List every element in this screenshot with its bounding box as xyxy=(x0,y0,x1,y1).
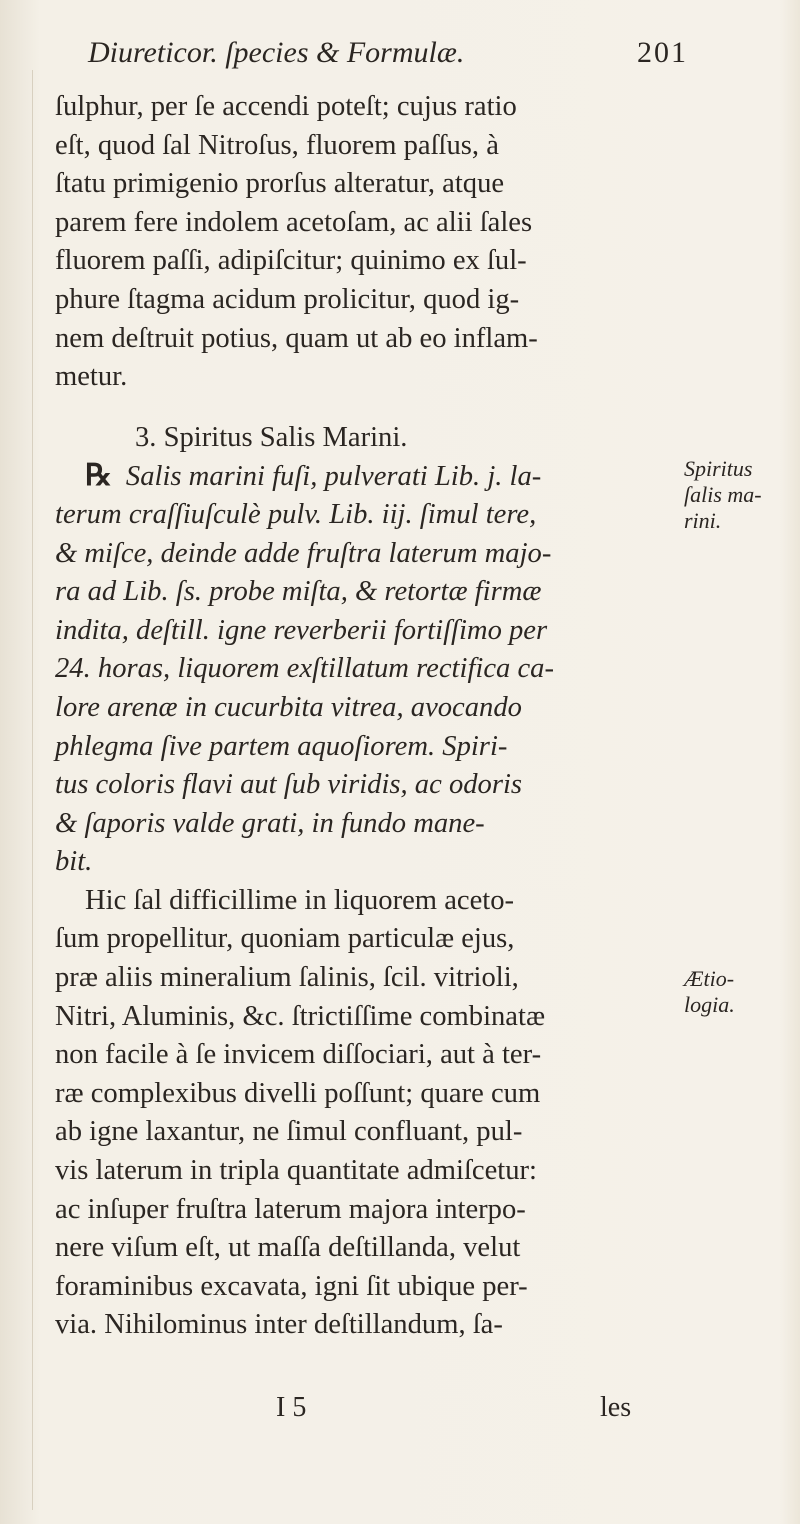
signature-mark: I 5 xyxy=(276,1392,307,1423)
page-footer xyxy=(0,1392,800,1432)
text-line: nere viſum eſt, ut maſſa deſtillanda, velut xyxy=(55,1232,521,1264)
recipe-line: indita, deſtill. igne reverberii fortiſſimo per xyxy=(55,614,548,646)
text-line: ræ complexibus divelli poſſunt; quare cum xyxy=(55,1077,541,1109)
text-line: ac inſuper fruſtra laterum majora interpo- xyxy=(55,1193,526,1225)
text-line: ſtatu primigenio prorſus alteratur, atque xyxy=(55,168,505,200)
recipe-line: terum craſſiuſculè pulv. Lib. iij. ſimul tere, xyxy=(55,498,537,530)
text-line: eſt, quod ſal Nitroſus, fluorem paſſus, à xyxy=(55,129,499,161)
text-line: ſum propellitur, quoniam particulæ ejus, xyxy=(55,923,515,955)
text-line: metur. xyxy=(55,361,128,393)
catchword: les xyxy=(600,1392,632,1423)
recipe-line: ra ad Lib. ſs. probe miſta, & retortæ firmæ xyxy=(55,576,542,608)
recipe-block xyxy=(55,457,655,882)
text-line: nem deſtruit potius, quam ut ab eo inflam- xyxy=(55,322,538,354)
paragraph-1 xyxy=(55,88,655,397)
running-title: Diureticor. ſpecies & Formulæ. xyxy=(88,36,465,69)
margin-note-spiritus xyxy=(684,456,794,534)
recipe-symbol: ℞ xyxy=(85,459,112,493)
text-line: vis laterum in tripla quantitate admiſcetur: xyxy=(55,1155,537,1187)
recipe-line: 24. horas, liquorem exſtillatum rectifica ca- xyxy=(55,653,554,685)
margin-note-line: Ætio- xyxy=(684,966,735,991)
recipe-line-text: Salis marini fuſi, pulverati Lib. j. la- xyxy=(125,461,542,493)
text-line: præ aliis mineralium ſalinis, ſcil. vitrioli, xyxy=(55,962,519,994)
recipe-line: bit. xyxy=(55,846,93,878)
page-gutter-line xyxy=(32,70,33,1510)
margin-note-line: logia. xyxy=(684,992,735,1017)
page-number: 201 xyxy=(637,36,688,69)
running-header xyxy=(88,36,688,70)
text-line: foraminibus excavata, igni ſit ubique per- xyxy=(55,1270,528,1302)
text-line: Nitri, Aluminis, &c. ſtrictiſſime combinatæ xyxy=(55,1000,546,1032)
text-line: ab igne laxantur, ne ſimul confluant, pul- xyxy=(55,1116,523,1148)
recipe-line: tus coloris flavi aut ſub viridis, ac odoris xyxy=(55,769,523,801)
margin-note-line: rini. xyxy=(684,508,722,533)
margin-note-line: Spiritus xyxy=(684,456,753,481)
recipe-line: & ſaporis valde grati, in fundo mane- xyxy=(55,807,485,839)
recipe-line xyxy=(55,457,655,496)
text-line: ſulphur, per ſe accendi poteſt; cujus ratio xyxy=(55,91,517,122)
margin-note-aetiologia xyxy=(684,966,794,1018)
recipe-line: phlegma ſive partem aquoſiorem. Spiri- xyxy=(55,730,508,762)
text-line: fluorem paſſi, adipiſcitur; quinimo ex ſul- xyxy=(55,245,527,277)
text-line: non facile à ſe invicem diſſociari, aut à ter- xyxy=(55,1039,542,1071)
recipe-line: & miſce, deinde adde fruſtra laterum majo- xyxy=(55,537,552,569)
recipe-line: lore arenæ in cucurbita vitrea, avocando xyxy=(55,691,522,723)
paragraph-2 xyxy=(55,882,655,1345)
body-text xyxy=(55,88,655,1345)
text-line: Hic ſal difficillime in liquorem aceto- xyxy=(85,884,515,916)
section-heading: 3. Spiritus Salis Marini. xyxy=(135,421,408,453)
text-line: parem fere indolem acetoſam, ac alii ſales xyxy=(55,206,533,238)
margin-note-line: ſalis ma- xyxy=(684,482,762,507)
text-line: phure ſtagma acidum prolicitur, quod ig- xyxy=(55,283,520,315)
text-line: via. Nihilominus inter deſtillandum, ſa- xyxy=(55,1309,503,1341)
